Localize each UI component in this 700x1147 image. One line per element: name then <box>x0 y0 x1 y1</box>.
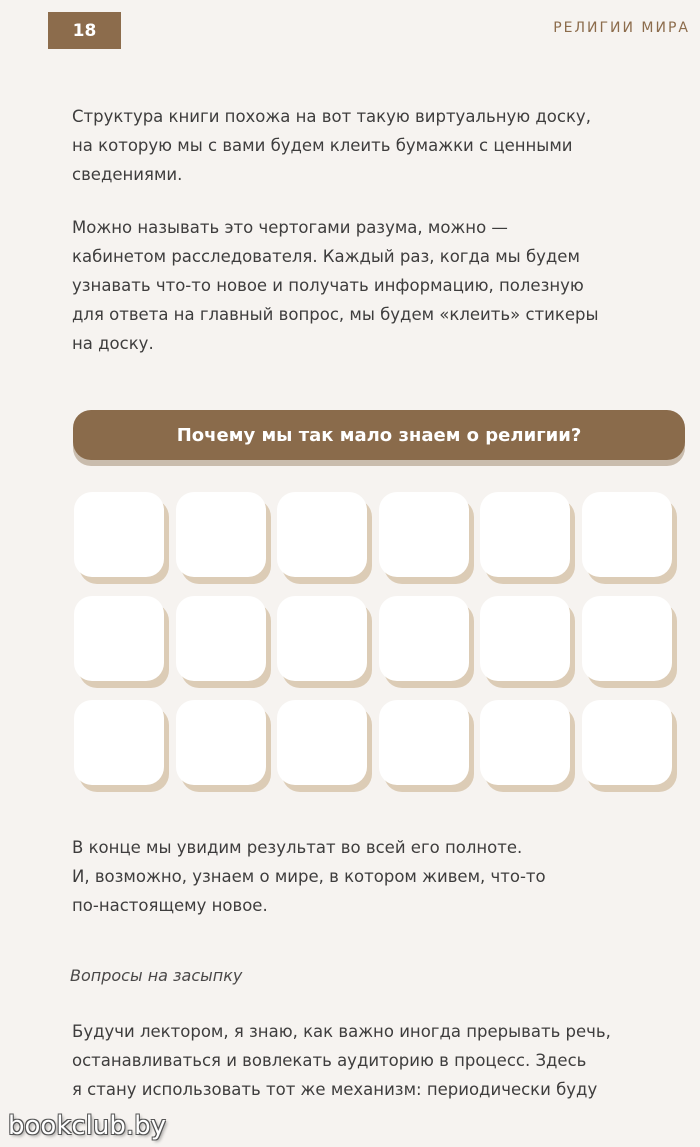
paragraph-intro <box>72 102 672 189</box>
sticker-slot <box>277 596 367 681</box>
sticker-slot <box>480 700 570 785</box>
sticker-slot <box>176 700 266 785</box>
sticker-slot <box>74 596 164 681</box>
text-line: я стану использовать тот же механизм: периодически буду <box>72 1080 598 1099</box>
sticker-slot <box>277 492 367 577</box>
text-line: Можно называть это чертогами разума, можно — <box>72 218 508 237</box>
question-banner: Почему мы так мало знаем о религии? <box>73 410 685 460</box>
sticker-slot <box>74 492 164 577</box>
text-line: И, возможно, узнаем о мире, в котором живем, что-то <box>72 867 546 886</box>
sticker-slot <box>480 492 570 577</box>
section-heading: Вопросы на засыпку <box>70 966 243 985</box>
paragraph-mind-palace <box>72 213 672 358</box>
text-line: останавливаться и вовлекать аудиторию в процесс. Здесь <box>72 1051 587 1070</box>
sticker-slot <box>582 596 672 681</box>
watermark-logo: bookclub.by <box>8 1111 167 1141</box>
sticker-slot <box>379 700 469 785</box>
text-line: по-настоящему новое. <box>72 896 268 915</box>
sticker-slot <box>480 596 570 681</box>
paragraph-lecturer <box>72 1017 672 1104</box>
sticker-slot <box>582 492 672 577</box>
sticker-slot <box>176 492 266 577</box>
text-line: узнавать что-то новое и получать информацию, полезную <box>72 276 584 295</box>
text-line: для ответа на главный вопрос, мы будем «клеить» стикеры <box>72 305 599 324</box>
sticker-slot <box>582 700 672 785</box>
text-line: В конце мы увидим результат во всей его полноте. <box>72 838 523 857</box>
text-line: на которую мы с вами будем клеить бумажки с ценными <box>72 136 573 155</box>
paragraph-conclusion <box>72 833 672 920</box>
sticker-slot <box>74 700 164 785</box>
sticker-slot <box>379 596 469 681</box>
text-line: на доску. <box>72 334 154 353</box>
sticker-slot <box>277 700 367 785</box>
sticker-board <box>74 492 684 802</box>
text-line: кабинетом расследователя. Каждый раз, когда мы будем <box>72 247 580 266</box>
text-line: Будучи лектором, я знаю, как важно иногда прерывать речь, <box>72 1022 611 1041</box>
sticker-slot <box>176 596 266 681</box>
text-line: Структура книги похожа на вот такую виртуальную доску, <box>72 107 591 126</box>
text-line: сведениями. <box>72 165 183 184</box>
page-number: 18 <box>48 12 121 49</box>
running-title: РЕЛИГИИ МИРА <box>553 20 690 36</box>
sticker-slot <box>379 492 469 577</box>
